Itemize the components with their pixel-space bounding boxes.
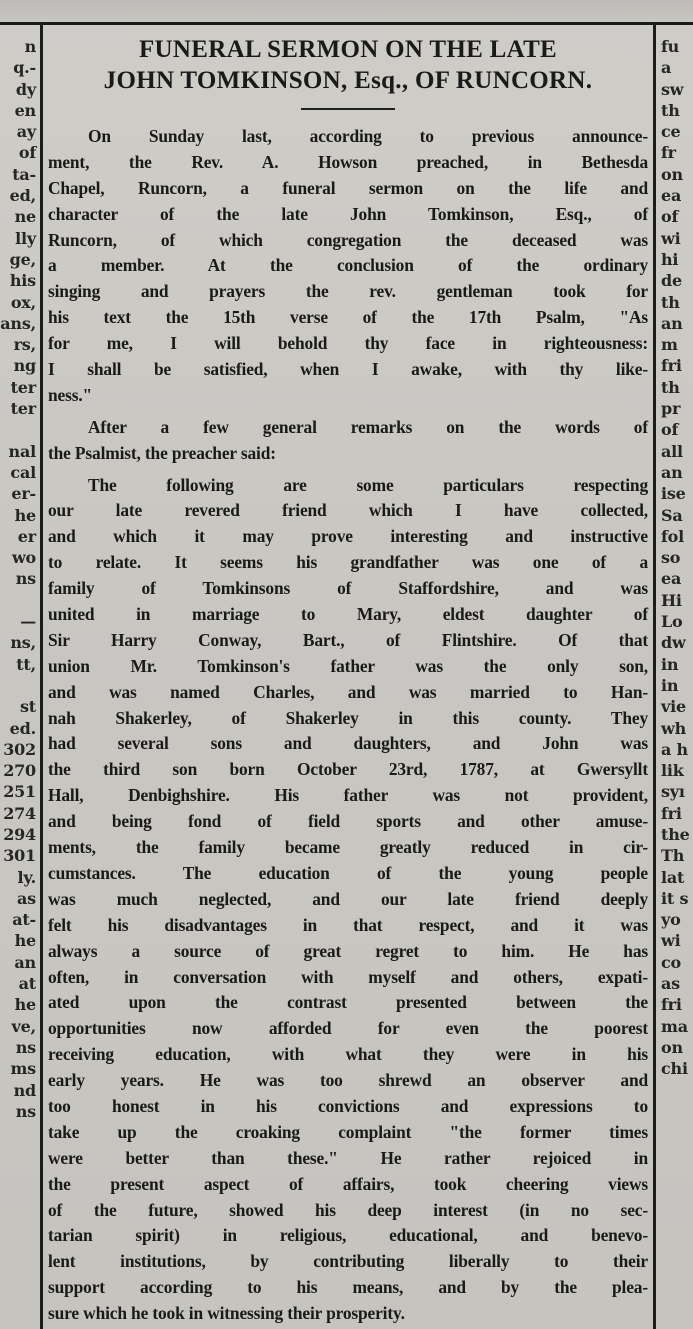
right-fragment-line: as — [661, 974, 680, 994]
right-fragment-line: lik — [661, 761, 684, 781]
article-line: Hall, Denbighshire. His father was not provident, — [48, 785, 648, 806]
article-line: ness." — [48, 384, 93, 405]
article-line: for me, I will behold thy face in righteousness: — [48, 333, 648, 354]
left-fragment-line: nd — [13, 1080, 36, 1100]
article-line: union Mr. Tomkinson's father was the only son, — [48, 655, 648, 676]
left-fragment-line: ta- — [12, 164, 36, 184]
left-fragment-line: ox, — [10, 292, 36, 312]
right-fragment-line: so — [661, 548, 681, 568]
right-fragment-line: lat — [661, 867, 685, 887]
left-fragment-line: rs, — [13, 335, 36, 355]
left-fragment-line — [0, 590, 38, 611]
article-line: his text the 15th verse of the 17th Psalm, "As — [48, 307, 648, 328]
right-fragment-line: fol — [661, 526, 685, 546]
right-fragment-line: fri — [661, 803, 682, 823]
left-fragment-line: 301 — [3, 846, 36, 866]
left-fragment-line: 302 — [3, 739, 36, 759]
right-fragment-line: Lo — [661, 612, 683, 632]
article-line: lent institutions, by contributing liberally to their — [48, 1251, 648, 1272]
right-fragment-line: all — [661, 441, 683, 461]
right-fragment-line: a — [661, 58, 672, 78]
left-fragment-line: er- — [11, 484, 36, 504]
article-line: and was named Charles, and was married to Han- — [48, 681, 648, 702]
left-fragment-line: st — [20, 697, 36, 717]
left-column-fragment — [0, 36, 38, 1326]
left-fragment-line: ans, — [0, 313, 36, 333]
right-fragment-line: Th — [661, 846, 685, 866]
article-line: support according to his means, and by the plea- — [48, 1277, 648, 1298]
left-fragment-line: at — [18, 974, 36, 994]
right-fragment-line: Sa — [661, 505, 683, 525]
left-fragment-line: he — [14, 505, 36, 525]
right-fragment-line: th — [661, 100, 680, 120]
article-line: opportunities now afforded for even the poorest — [48, 1018, 648, 1039]
left-fragment-line: ng — [13, 356, 36, 376]
right-fragment-line: fri — [661, 995, 682, 1015]
right-column-fragment — [658, 36, 693, 1326]
left-fragment-line: ns — [15, 1101, 36, 1121]
article-line: Sir Harry Conway, Bart., of Flintshire. Of that — [48, 629, 648, 650]
article-line: the third son born October 23rd, 1787, at Gwersyllt — [48, 759, 648, 780]
right-fragment-line: wh — [661, 718, 687, 738]
left-fragment-line: nal — [8, 441, 36, 461]
right-fragment-line: ise — [661, 484, 686, 504]
right-fragment-line: ce — [661, 122, 681, 142]
article-column — [48, 34, 648, 1327]
article-line: often, in conversation with myself and others, expati- — [48, 966, 648, 987]
column-rule-left — [40, 22, 43, 1329]
article-line: of the future, showed his deep interest (in no sec- — [48, 1199, 648, 1220]
article-line: and being fond of field sports and other amuse- — [48, 811, 648, 832]
article-line: was much neglected, and our late friend deeply — [48, 888, 648, 909]
left-fragment-line — [0, 419, 38, 440]
article-line: receiving education, with what they were in his — [48, 1044, 648, 1065]
right-fragment-line: an — [661, 462, 683, 482]
right-fragment-line: sw — [661, 79, 684, 99]
right-fragment-line: an — [661, 313, 683, 333]
right-fragment-line: ma — [661, 1016, 688, 1036]
right-fragment-line: in — [661, 675, 679, 695]
article-line: nah Shakerley, of Shakerley in this county. They — [48, 707, 648, 728]
article-line: Chapel, Runcorn, a funeral sermon on the life and — [48, 177, 648, 198]
article-line: sure which he took in witnessing their prosperity. — [48, 1303, 405, 1324]
left-fragment-line: 270 — [3, 761, 36, 781]
left-fragment-line: an — [14, 952, 36, 972]
right-fragment-line: syı — [661, 782, 685, 802]
right-fragment-line: fu — [661, 37, 680, 56]
right-fragment-line: th — [661, 292, 680, 312]
article-line: family of Tomkinsons of Staffordshire, and was — [48, 578, 648, 599]
article-line: After a few general remarks on the words of — [88, 416, 648, 437]
left-fragment-line: ly. — [17, 867, 36, 887]
right-fragment-line: de — [661, 271, 682, 291]
right-fragment-line: m — [661, 335, 678, 355]
right-fragment-line: on — [661, 164, 683, 184]
right-fragment-line: vie — [661, 697, 686, 717]
right-fragment-line: of — [661, 207, 679, 227]
left-fragment-line: dy — [15, 79, 36, 99]
article-line: united in marriage to Mary, eldest daughter of — [48, 604, 648, 625]
left-fragment-line: 274 — [3, 803, 36, 823]
left-fragment-line: er — [17, 526, 36, 546]
article-line: and which it may prove interesting and instructive — [48, 526, 648, 547]
right-fragment-line: co — [661, 952, 682, 972]
article-line: ment, the Rev. A. Howson preached, in Bethesda — [48, 151, 648, 172]
right-fragment-line: the — [661, 824, 690, 844]
left-fragment-line: of — [18, 143, 36, 163]
article-line: too honest in his convictions and expressions to — [48, 1095, 648, 1116]
left-fragment-line: 251 — [3, 782, 36, 802]
left-fragment-line: cal — [10, 462, 36, 482]
article-line: Runcorn, of which congregation the deceased was — [48, 229, 648, 250]
right-fragment-line: of — [661, 420, 679, 440]
article-body — [48, 124, 648, 1327]
right-fragment-line: in — [661, 654, 679, 674]
left-fragment-line: ne — [14, 207, 36, 227]
left-fragment-line: he — [14, 995, 36, 1015]
article-line: early years. He was too shrewd an observer and — [48, 1070, 648, 1091]
right-fragment-line: a h — [661, 739, 688, 759]
left-fragment-line — [0, 675, 38, 696]
left-fragment-line: n — [24, 37, 36, 56]
right-fragment-line: it s — [661, 888, 689, 908]
right-fragment-line: pr — [661, 399, 681, 419]
left-fragment-line: ter — [10, 399, 36, 419]
article-line: our late revered friend which I have collected, — [48, 500, 648, 521]
article-line: The following are some particulars respecting — [88, 474, 648, 495]
left-fragment-line: ve, — [11, 1016, 36, 1036]
left-fragment-line: — — [20, 612, 36, 632]
left-fragment-line: his — [9, 271, 36, 291]
left-fragment-line: as — [17, 888, 36, 908]
left-fragment-line: tt, — [16, 654, 36, 674]
left-fragment-line: ns, — [10, 633, 36, 653]
article-line: felt his disadvantages in that respect, and it was — [48, 914, 648, 935]
headline-line-2: JOHN TOMKINSON, Esq., OF RUNCORN. — [103, 67, 593, 94]
right-fragment-line: on — [661, 1037, 683, 1057]
left-fragment-line: ns — [15, 1037, 36, 1057]
left-fragment-line: lly — [15, 228, 36, 248]
article-line: I shall be satisfied, when I awake, with thy like- — [48, 359, 648, 380]
right-fragment-line: ea — [661, 186, 682, 206]
article-line: character of the late John Tomkinson, Esq., of — [48, 203, 648, 224]
article-line: On Sunday last, according to previous announce- — [88, 126, 648, 146]
right-fragment-line: fr — [661, 143, 676, 163]
right-fragment-line: wi — [661, 228, 681, 248]
article-line: ments, the family became greatly reduced in cir- — [48, 837, 648, 858]
left-fragment-line: 294 — [3, 824, 36, 844]
left-fragment-line: at- — [12, 910, 36, 930]
article-line: to relate. It seems his grandfather was one of a — [48, 552, 648, 573]
article-line: the Psalmist, the preacher said: — [48, 442, 276, 463]
left-fragment-line: ed. — [9, 718, 36, 738]
left-fragment-line: ay — [16, 122, 36, 142]
article-line: had several sons and daughters, and John was — [48, 733, 648, 754]
article-line: were better than these." He rather rejoiced in — [48, 1147, 648, 1168]
left-fragment-line: ed, — [9, 186, 36, 206]
right-fragment-line: th — [661, 377, 680, 397]
right-fragment-line: ea — [661, 569, 682, 589]
article-line: always a source of great regret to him. He has — [48, 940, 648, 961]
article-line: cumstances. The education of the young people — [48, 862, 648, 883]
left-fragment-line: he — [14, 931, 36, 951]
article-line: tarian spirit) in religious, educational, and benevo- — [48, 1225, 648, 1246]
article-line: the present aspect of affairs, took cheering views — [48, 1173, 648, 1194]
right-fragment-line: wi — [661, 931, 681, 951]
right-fragment-line: yo — [661, 910, 681, 930]
article-line: a member. At the conclusion of the ordinary — [48, 255, 648, 276]
left-fragment-line: en — [14, 100, 36, 120]
left-fragment-line: ns — [15, 569, 36, 589]
headline-rule — [301, 108, 395, 110]
left-fragment-line: ge, — [9, 249, 36, 269]
article-line: take up the croaking complaint "the former times — [48, 1121, 648, 1142]
right-fragment-line: fri — [661, 356, 682, 376]
left-fragment-line: q.- — [13, 58, 36, 78]
left-fragment-line: ms — [10, 1059, 36, 1079]
right-fragment-line: chi — [661, 1059, 688, 1079]
page-top-edge — [0, 0, 693, 25]
article-line: singing and prayers the rev. gentleman took for — [48, 281, 648, 302]
right-fragment-line: hi — [661, 249, 679, 269]
article-line: ated upon the contrast presented between the — [48, 992, 648, 1013]
headline-line-1: FUNERAL SERMON ON THE LATE — [138, 36, 558, 63]
left-fragment-line: ter — [10, 377, 36, 397]
right-fragment-line: dw — [661, 633, 686, 653]
article-headline — [48, 34, 648, 96]
right-fragment-line: Hi — [661, 590, 682, 610]
left-fragment-line: wo — [11, 548, 36, 568]
column-rule-right — [653, 22, 656, 1329]
